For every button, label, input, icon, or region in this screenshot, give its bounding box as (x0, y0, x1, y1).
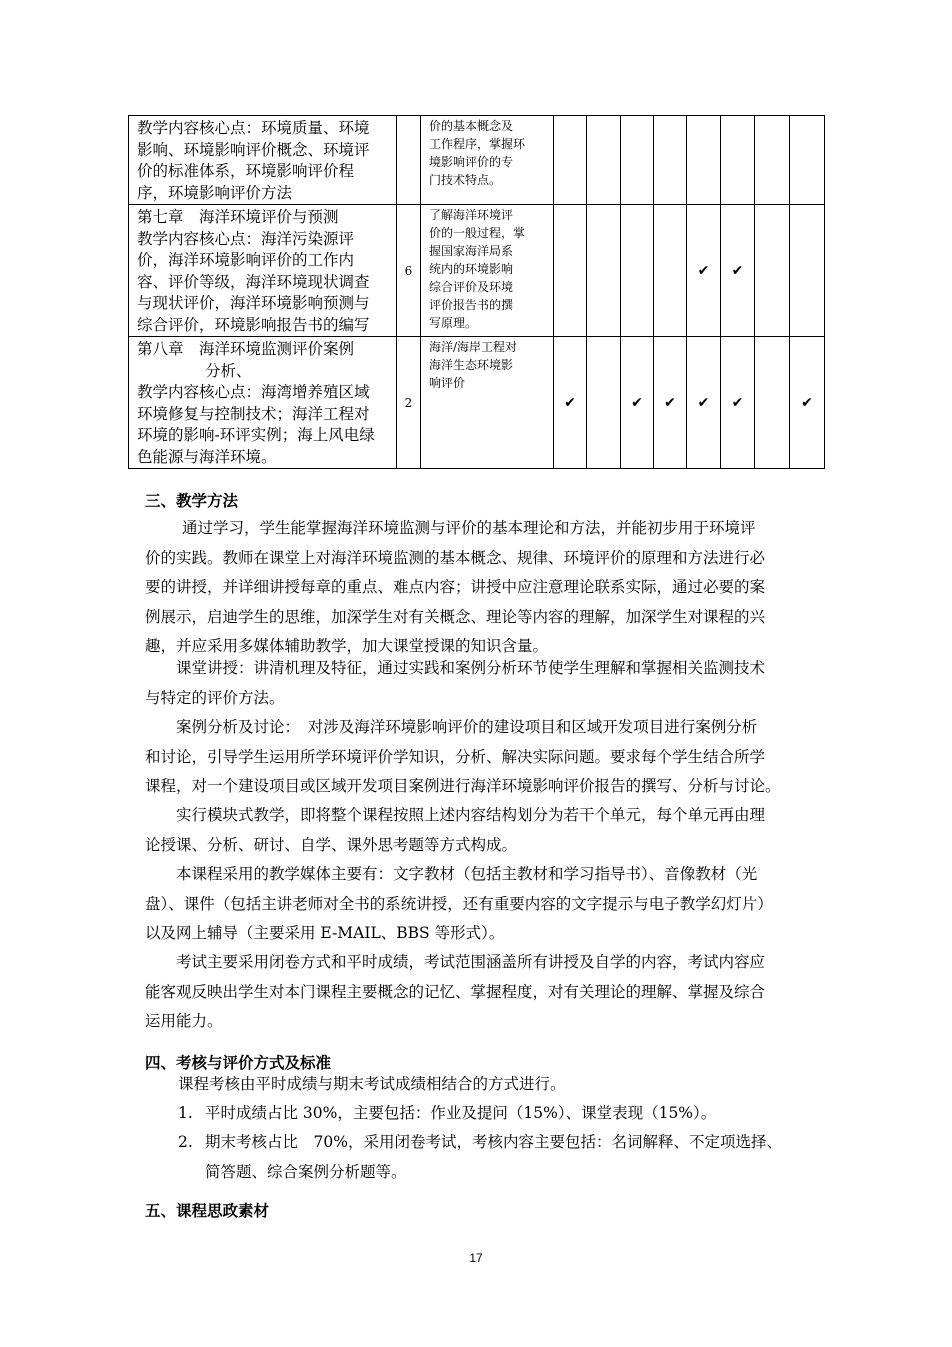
check-mark-cell (721, 116, 755, 205)
check-mark-cell: ✔ (721, 205, 755, 337)
paragraph-line: 运用能力。 (145, 1012, 223, 1030)
check-mark-cell (554, 116, 587, 205)
paragraph-line: 论授课、分析、研讨、自学、课外思考题等方式构成。 (145, 835, 518, 854)
table-row (129, 205, 825, 337)
chapter-content-cell (129, 337, 397, 469)
paragraph (145, 948, 813, 1037)
goal-line: 握国家海洋局系 (429, 244, 514, 258)
goal-line: 综合评价及环境 (429, 280, 514, 294)
check-mark-cell (554, 205, 587, 337)
paragraph-line: 要的讲授，并详细讲授每章的重点、难点内容；讲授中应注意理论联系实际，通过必要的案 (145, 578, 766, 596)
paragraph-line: 价的实践。教师在课堂上对海洋环境监测的基本概念、规律、环境评价的原理和方法进行必 (145, 548, 766, 567)
check-mark-cell (755, 337, 790, 469)
content-line: 价的标准体系，环境影响评价程 (137, 162, 355, 180)
chapter-content-cell (129, 116, 397, 205)
paragraph-line: 本课程采用的教学媒体主要有：文字教材（包括主教材和学习指导书）、音像教材（光 (176, 865, 758, 883)
paragraph-line: 和讨论，引导学生运用所学环境评价学知识，分析、解决实际问题。要求每个学生结合所学 (145, 747, 766, 766)
content-line: 第八章 海洋环境监测评价案例 (137, 340, 355, 358)
content-line: 色能源与海洋环境。 (137, 447, 277, 466)
content-line: 影响、环境影响评价概念、环境评 (137, 140, 370, 159)
list-item-number: 2. (178, 1133, 193, 1151)
content-line: 容、评价等级，海洋环境现状调查 (137, 272, 370, 291)
goal-line: 门技术特点。 (429, 173, 502, 187)
goal-line: 评价报告书的撰 (429, 298, 514, 312)
content-line: 环境的影响-环评实例；海上风电绿 (137, 426, 375, 444)
paragraph-line: 案例分析及讨论： 对涉及海洋环境影响评价的建设项目和区域开发项目进行案例分析 (176, 718, 758, 736)
goal-line: 统内的环境影响 (429, 262, 514, 276)
section-title-teaching-methods: 三、教学方法 (145, 492, 239, 510)
goal-line: 境影响评价的专 (429, 155, 514, 169)
goal-line: 价的一般过程，掌 (429, 226, 526, 240)
paragraph-line: 实行模块式教学，即将整个课程按照上述内容结构划分为若干个单元，每个单元再由理 (176, 806, 766, 824)
goal-line: 工作程序，掌握环 (429, 137, 526, 151)
check-mark-cell: ✔ (687, 205, 721, 337)
paragraph-line: 能客观反映出学生对本门课程主要概念的记忆、掌握程度，对有关理论的理解、掌握及综合 (145, 982, 766, 1001)
content-line: 价，海洋环境影响评价的工作内 (137, 251, 355, 269)
goal-line: 海洋生态环境影 (429, 358, 514, 372)
goal-line: 了解海洋环境评 (429, 208, 514, 222)
content-line: 教学内容核心点：海湾增养殖区域 (137, 383, 370, 401)
goal-line: 价的基本概念及 (429, 119, 514, 133)
check-mark-cell: ✔ (790, 337, 825, 469)
check-mark-cell (621, 116, 654, 205)
content-line: 教学内容核心点：环境质量、环境 (137, 119, 370, 137)
list-item (178, 1128, 782, 1187)
paragraph-line: 例展示，启迪学生的思维，加深学生对有关概念、理论等内容的理解，加深学生对课程的兴 (145, 607, 766, 626)
paragraph-line: 盘）、课件（包括主讲老师对全书的系统讲授，还有重要内容的文字提示与电子教学幻灯片） (145, 894, 773, 913)
page-number: 17 (469, 1251, 483, 1265)
check-mark-cell: ✔ (554, 337, 587, 469)
check-mark-cell: ✔ (721, 337, 755, 469)
check-mark-cell (587, 116, 621, 205)
goal-cell (421, 337, 554, 469)
paragraph-line: 课程，对一个建设项目或区域开发项目案例进行海洋环境影响评价报告的撰写、分析与讨论。 (145, 777, 781, 795)
assessment-intro: 课程考核由平时成绩与期末考试成绩相结合的方式进行。 (178, 1075, 566, 1093)
content-line: 第七章 海洋环境评价与预测 (137, 208, 339, 226)
content-line: 综合评价，环境影响报告书的编写 (137, 315, 370, 334)
check-mark-cell (790, 205, 825, 337)
table-row (129, 337, 825, 469)
check-mark-cell (687, 116, 721, 205)
course-content-table (128, 115, 825, 469)
content-line: 分析、 (205, 361, 252, 380)
paragraph-line: 通过学习，学生能掌握海洋环境监测与评价的基本理论和方法，并能初步用于环境评 (182, 519, 756, 537)
list-item (178, 1099, 716, 1129)
check-mark-cell (755, 116, 790, 205)
list-item-number: 1. (178, 1104, 193, 1122)
check-mark-cell (587, 205, 621, 337)
content-line: 与现状评价，海洋环境影响预测与 (137, 294, 370, 312)
section-title-ideological-material: 五、课程思政素材 (145, 1202, 270, 1220)
check-mark-cell (755, 205, 790, 337)
goal-line: 响评价 (429, 376, 466, 390)
goal-cell (421, 205, 554, 337)
check-mark-cell: ✔ (654, 337, 687, 469)
paragraph (145, 860, 813, 949)
paragraph (145, 654, 813, 713)
goal-cell (421, 116, 554, 205)
table-row (129, 116, 825, 205)
check-mark-cell (654, 205, 687, 337)
paragraph (145, 713, 813, 802)
section-title-assessment: 四、考核与评价方式及标准 (145, 1054, 332, 1072)
check-mark-cell (654, 116, 687, 205)
check-mark-cell: ✔ (621, 337, 654, 469)
paragraph (145, 514, 813, 662)
hours-cell: 6 (397, 205, 421, 337)
goal-line: 海洋/海岸工程对 (429, 340, 518, 354)
content-line: 序，环境影响评价方法 (137, 183, 293, 202)
list-item-text: 简答题、综合案例分析题等。 (205, 1162, 407, 1181)
paragraph-line: 与特定的评价方法。 (145, 688, 285, 707)
check-mark-cell: ✔ (687, 337, 721, 469)
list-item-text: 平时成绩占比 30%，主要包括：作业及提问（15%）、课堂表现（15%）。 (205, 1104, 717, 1122)
check-mark-cell (621, 205, 654, 337)
chapter-content-cell (129, 205, 397, 337)
paragraph-line: 考试主要采用闭卷方式和平时成绩，考试范围涵盖所有讲授及自学的内容，考试内容应 (176, 953, 766, 971)
hours-cell (397, 116, 421, 205)
paragraph (145, 801, 813, 860)
paragraph-line: 趣，并应采用多媒体辅助教学，加大课堂授课的知识含量。 (145, 637, 549, 655)
list-item-text: 期末考核占比 70%，采用闭卷考试，考核内容主要包括：名词解释、不定项选择、 (205, 1133, 782, 1151)
content-line: 环境修复与控制技术；海洋工程对 (137, 404, 370, 423)
content-line: 教学内容核心点：海洋污染源评 (137, 229, 355, 248)
paragraph-line: 课堂讲授：讲清机理及特征，通过实践和案例分析环节使学生理解和掌握相关监测技术 (176, 659, 766, 677)
check-mark-cell (587, 337, 621, 469)
check-mark-cell (790, 116, 825, 205)
paragraph-line: 以及网上辅导（主要采用 E-MAIL、BBS 等形式）。 (145, 924, 505, 942)
hours-cell: 2 (397, 337, 421, 469)
goal-line: 写原理。 (429, 316, 478, 330)
